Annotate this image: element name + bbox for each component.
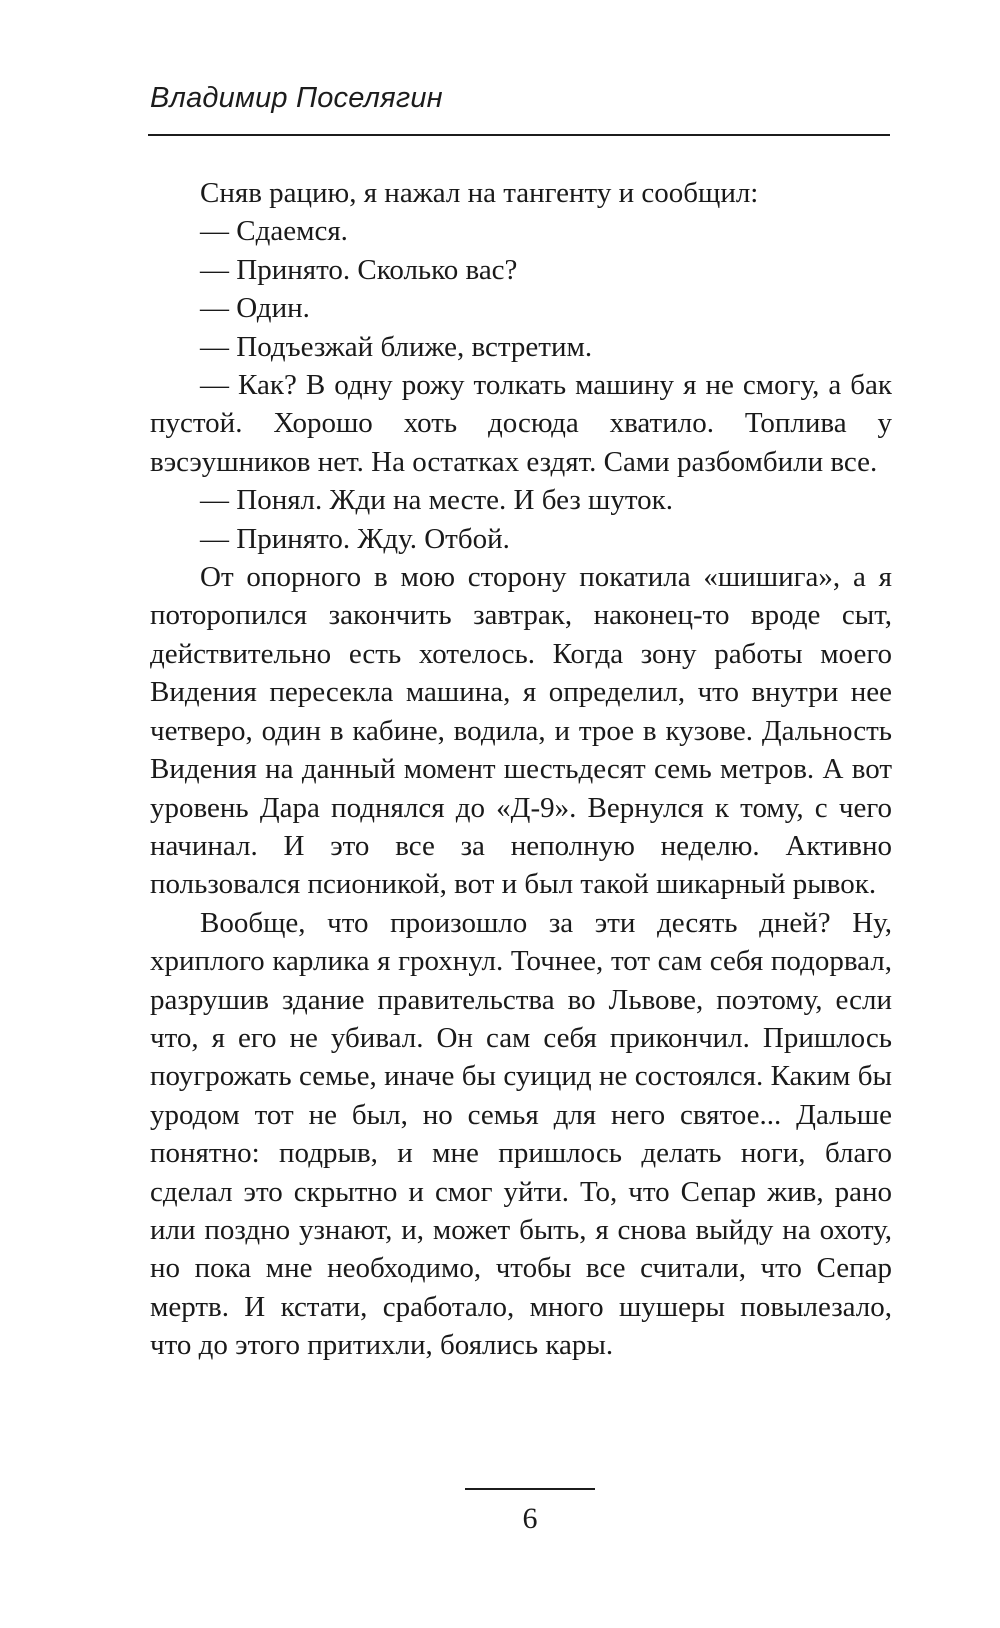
paragraph: — Принято. Сколько вас? — [200, 253, 518, 286]
running-head-author: Владимир Поселягин — [150, 82, 443, 114]
paragraph: — Понял. Жди на месте. И без шуток. — [200, 484, 673, 517]
page-number: 6 — [522, 1502, 538, 1535]
body-text — [150, 174, 892, 1365]
paragraph: От опорного в мою сторону покатила «шишига», а я поторопился закончить завтрак, наконец-то вроде сыт, действительно есть хотелось. Когда зону работы моего Видения пересекла машина, я определил, что внутри нее четверо, один в кабине, водила, и трое в кузове. Дальность Видения на данный момент шестьдесят семь метров. А вот уровень Дара поднялся до «Д-9». Вернулся к тому, с чего начинал. И это все за неполную неделю. Активно пользовался псионикой, вот и был такой шикарный рывок. — [150, 561, 892, 901]
paragraph: — Один. — [200, 292, 310, 325]
paragraph: — Подъезжай ближе, встретим. — [200, 330, 593, 363]
paragraph: — Сдаемся. — [200, 215, 348, 248]
paragraph: Вообще, что произошло за эти десять дней? Ну, хриплого карлика я грохнул. Точнее, тот сам себя подорвал, разрушив здание правительства во Львове, поэтому, если что, я его не убивал. Он сам себя прикончил. Пришлось поугрожать семье, иначе бы суицид не состоялся. Каким бы уродом тот не был, но семья для него святое... Дальше понятно: подрыв, и мне пришлось делать ноги, благо сделал это скрытно и смог уйти. То, что Сепар жив, рано или поздно узнают, и, может быть, я снова выйду на охоту, но пока мне необходимо, чтобы все считали, что Сепар мертв. И кстати, сработало, много шушеры повылезало, что до этого притихли, боялись кары. — [150, 906, 892, 1362]
footer-rule — [465, 1488, 595, 1490]
paragraph: — Как? В одну рожу толкать машину я не смогу, а бак пустой. Хорошо хоть досюда хватило. Топлива у вэсэушников нет. На остатках ездят. Сами разбомбили все. — [150, 369, 892, 478]
paragraph: — Принято. Жду. Отбой. — [200, 522, 510, 555]
header-rule — [148, 134, 890, 136]
paragraph: Сняв рацию, я нажал на тангенту и сообщил: — [200, 177, 759, 209]
